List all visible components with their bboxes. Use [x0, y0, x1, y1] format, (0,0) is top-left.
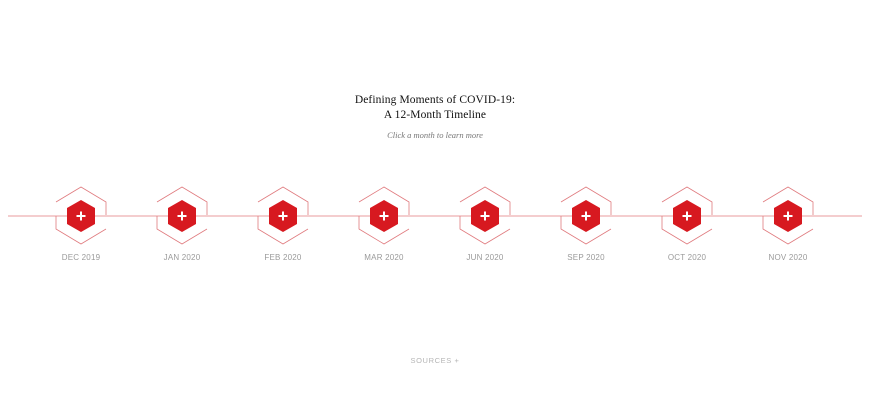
month-label[interactable]: JUN 2020 — [466, 253, 504, 262]
month-node-sep-2020[interactable] — [556, 186, 616, 270]
month-node-dec-2019[interactable] — [51, 186, 111, 270]
hexagon-icon[interactable] — [657, 186, 717, 248]
hexagon-icon[interactable] — [354, 186, 414, 248]
month-node-feb-2020[interactable] — [253, 186, 313, 270]
month-node-mar-2020[interactable] — [354, 186, 414, 270]
month-node-jun-2020[interactable] — [455, 186, 515, 270]
sources-plus-icon[interactable]: + — [454, 356, 460, 365]
sources-label[interactable]: SOURCES — [410, 356, 452, 365]
month-label[interactable]: SEP 2020 — [567, 253, 605, 262]
sources-toggle[interactable] — [0, 356, 870, 365]
month-label[interactable]: FEB 2020 — [264, 253, 302, 262]
month-label[interactable]: OCT 2020 — [667, 253, 707, 262]
hexagon-icon[interactable] — [51, 186, 111, 248]
hexagon-icon[interactable] — [152, 186, 212, 248]
month-label[interactable]: JAN 2020 — [163, 253, 201, 262]
hexagon-icon[interactable] — [556, 186, 616, 248]
subtitle-hint: Click a month to learn more — [387, 130, 483, 140]
month-label[interactable]: MAR 2020 — [364, 253, 404, 262]
title-line-1: Defining Moments of COVID-19: — [354, 94, 516, 106]
month-node-oct-2020[interactable] — [657, 186, 717, 270]
title-line-2: A 12-Month Timeline — [383, 109, 487, 121]
month-node-nov-2020[interactable] — [758, 186, 818, 270]
hexagon-icon[interactable] — [455, 186, 515, 248]
month-label[interactable]: NOV 2020 — [768, 253, 808, 262]
month-label[interactable]: DEC 2019 — [61, 253, 101, 262]
hexagon-icon[interactable] — [758, 186, 818, 248]
hexagon-icon[interactable] — [253, 186, 313, 248]
month-node-jan-2020[interactable] — [152, 186, 212, 270]
